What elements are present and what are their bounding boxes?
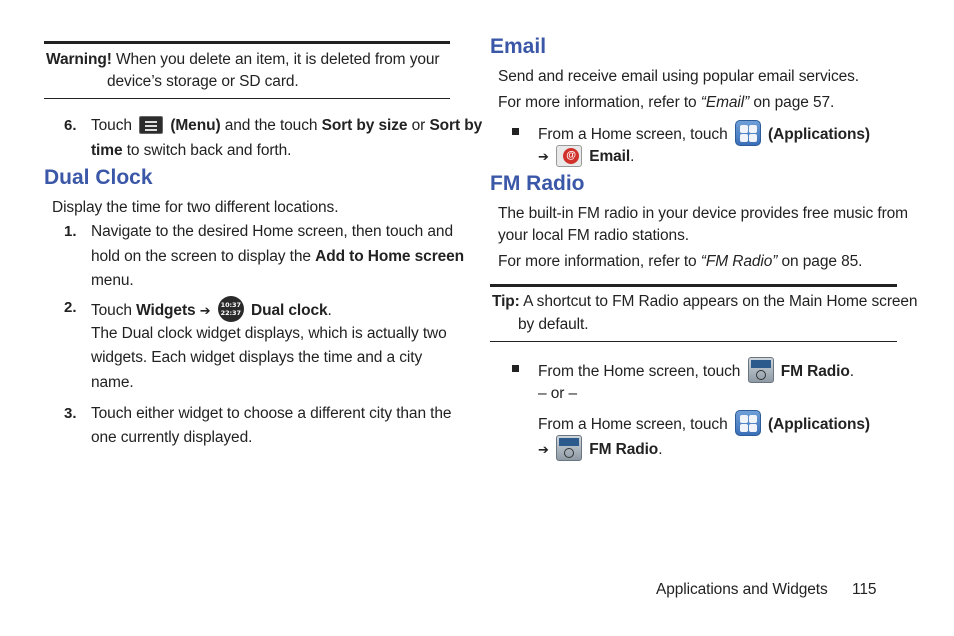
- fm-radio-reference: [498, 252, 862, 272]
- period: .: [849, 363, 854, 381]
- bullet-text: From the Home screen, touch: [538, 363, 741, 381]
- reference-text: For more information, refer to: [498, 94, 697, 111]
- tip-line-1: [492, 292, 917, 312]
- applications-icon: [735, 120, 761, 146]
- fm-radio-description-2: your local FM radio stations.: [498, 227, 689, 244]
- step-number: 6.: [64, 117, 77, 134]
- tip-bottom-rule: [490, 341, 897, 342]
- warning-top-rule: [44, 41, 450, 44]
- bullet-icon: [512, 365, 519, 372]
- email-icon: @: [556, 145, 582, 167]
- sort-by-size-label: Sort by size: [321, 117, 408, 134]
- arrow-icon: ➔: [199, 304, 211, 320]
- footer-section-title: Applications and Widgets: [656, 581, 828, 598]
- step6-tail-text: to switch back and forth.: [126, 142, 292, 159]
- dual-clock-heading: Dual Clock: [44, 166, 153, 189]
- step3-line-2: one currently displayed.: [91, 429, 253, 446]
- email-heading: Email: [490, 35, 547, 58]
- period: .: [630, 148, 635, 166]
- fm-radio-heading: FM Radio: [490, 172, 585, 195]
- fm-bullet-line-1: [538, 359, 854, 385]
- step1-line-1: Navigate to the desired Home screen, then touch and: [91, 223, 453, 240]
- tip-line-2: by default.: [518, 316, 589, 333]
- step2-touch-text: Touch: [91, 302, 132, 320]
- fm-radio-reference-link[interactable]: “FM Radio”: [700, 253, 778, 270]
- fm-radio-label: FM Radio: [780, 363, 850, 381]
- step6-line-2: [91, 141, 291, 161]
- warning-line-2: device’s storage or SD card.: [107, 73, 299, 90]
- step2-para-1: The Dual clock widget displays, which is actually two: [91, 325, 447, 342]
- fm-radio-description-1: The built-in FM radio in your device provides free music from: [498, 205, 908, 222]
- reference-text: For more information, refer to: [498, 253, 697, 270]
- step6-mid-text: and the touch: [224, 117, 318, 134]
- menu-icon: [139, 116, 163, 134]
- arrow-icon: ➔: [538, 150, 549, 166]
- page-number: 115: [852, 581, 877, 598]
- period: .: [658, 441, 663, 459]
- step-number: 3.: [64, 405, 77, 422]
- step6-or-text: or: [411, 117, 426, 134]
- dual-clock-intro: Display the time for two different locations.: [52, 199, 339, 216]
- email-description: Send and receive email using popular email services.: [498, 68, 859, 85]
- bullet-icon: [512, 128, 519, 135]
- fm-radio-label: FM Radio: [589, 441, 659, 459]
- step2-para-2: widgets. Each widget displays the time and a city: [91, 349, 423, 366]
- applications-label: (Applications): [768, 416, 870, 434]
- or-separator: – or –: [538, 385, 578, 402]
- email-bullet-line-1: [538, 122, 870, 148]
- menu-label: (Menu): [170, 117, 221, 134]
- bullet-text: From a Home screen, touch: [538, 126, 728, 144]
- email-reference-link[interactable]: “Email”: [700, 94, 750, 111]
- dual-clock-icon: 10:37 22:37: [218, 296, 244, 322]
- tip-text-1: A shortcut to FM Radio appears on the Main Home screen: [523, 293, 918, 310]
- email-bullet-line-2: [538, 146, 634, 168]
- fm-alt-line-2: [538, 437, 662, 463]
- reference-page-text: on page 57.: [753, 94, 835, 111]
- warning-text-1: When you delete an item, it is deleted from your: [116, 51, 440, 68]
- email-reference: [498, 93, 834, 113]
- period: .: [327, 302, 332, 320]
- fm-alt-line-1: [538, 412, 870, 438]
- step6-line-1: [91, 116, 482, 136]
- tip-label: Tip:: [492, 293, 520, 310]
- arrow-icon: ➔: [538, 443, 549, 459]
- fm-radio-icon: [748, 357, 774, 383]
- dual-clock-label: Dual clock: [251, 302, 328, 320]
- bullet-text: From a Home screen, touch: [538, 416, 728, 434]
- widgets-label: Widgets: [136, 302, 196, 320]
- step2-para-3: name.: [91, 374, 134, 391]
- add-to-home-screen-label: Add to Home screen: [315, 248, 465, 265]
- step2-line-1: [91, 298, 332, 324]
- warning-label: Warning!: [46, 51, 112, 68]
- step-number: 2.: [64, 299, 77, 316]
- sort-by-label: Sort by: [429, 117, 483, 134]
- step6-touch-text: Touch: [91, 117, 132, 134]
- applications-icon: [735, 410, 761, 436]
- tip-top-rule: [490, 284, 897, 287]
- warning-bottom-rule: [44, 98, 450, 99]
- step1-line-3: menu.: [91, 272, 134, 289]
- fm-radio-icon: [556, 435, 582, 461]
- step-number: 1.: [64, 223, 77, 240]
- sort-by-time-label: time: [91, 142, 123, 159]
- step1-text: hold on the screen to display the: [91, 248, 311, 265]
- email-label: Email: [589, 148, 631, 166]
- step1-line-2: [91, 247, 464, 267]
- warning-line-1: [46, 50, 439, 70]
- step3-line-1: Touch either widget to choose a different city than the: [91, 405, 452, 422]
- applications-label: (Applications): [768, 126, 870, 144]
- reference-page-text: on page 85.: [781, 253, 863, 270]
